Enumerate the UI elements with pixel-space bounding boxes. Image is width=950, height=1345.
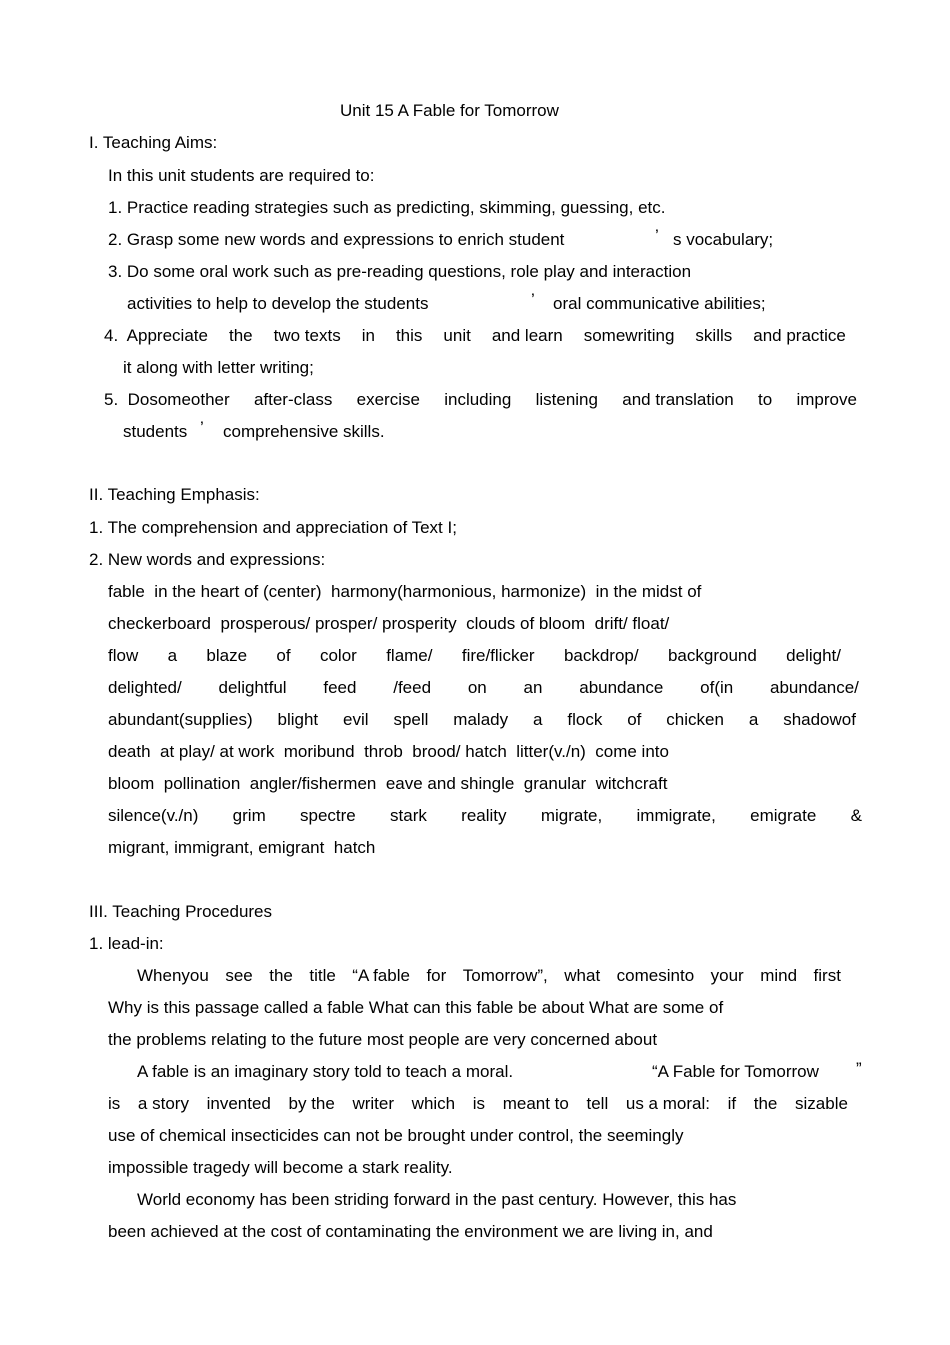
vocab-line-9: migrant, immigrant, emigrant hatch	[108, 838, 376, 857]
aims-item-3-apostrophe: ’	[531, 290, 535, 309]
leadin-paragraph-1-line-2: Why is this passage called a fable What can this fable be about What are some of	[108, 998, 724, 1017]
aims-item-2-apostrophe: ’	[655, 226, 659, 245]
aims-item-3-text: 3. Do some oral work such as pre-reading questions, role play and interaction	[108, 262, 692, 281]
procedures-item-1: 1. lead-in:	[89, 934, 164, 953]
aims-item-4-text: 4. Appreciate the two texts in this unit and learn somewriting skills and practice	[104, 326, 846, 345]
vocab-line-2: checkerboard prosperous/ prosper/ prosperity clouds of bloom drift/ float/	[108, 614, 670, 633]
aims-item-5-apostrophe: ’	[200, 418, 204, 437]
leadin-paragraph-3-line-2: been achieved at the cost of contaminating the environment we are living in, and	[108, 1222, 713, 1241]
aims-item-4-continuation: it along with letter writing;	[123, 358, 314, 377]
aims-item-2-suffix: s vocabulary;	[673, 230, 774, 249]
leadin-paragraph-2-line-1: A fable is an imaginary story told to teach a moral.	[137, 1062, 514, 1081]
aims-item-5-text: 5. Dosomeother after-class exercise including listening and translation to improve	[104, 390, 857, 409]
leadin-paragraph-2-close-quote: ”	[856, 1059, 862, 1078]
aims-item-5-suffix: comprehensive skills.	[223, 422, 385, 441]
leadin-paragraph-1-line-1: Whenyou see the title “A fable for Tomorrow”, what comesinto your mind first	[137, 966, 841, 985]
vocab-line-7: bloom pollination angler/fishermen eave and shingle granular witchcraft	[108, 774, 668, 793]
section-heading-emphasis: II. Teaching Emphasis:	[89, 485, 260, 504]
vocab-line-1: fable in the heart of (center) harmony(harmonious, harmonize) in the midst of	[108, 582, 702, 601]
vocab-line-5: abundant(supplies) blight evil spell malady a flock of chicken a shadowof	[108, 710, 856, 729]
vocab-line-6: death at play/ at work moribund throb brood/ hatch litter(v./n) come into	[108, 742, 669, 761]
leadin-paragraph-2-line-2: is a story invented by the writer which is meant to tell us a moral: if the sizable	[108, 1094, 848, 1113]
section-heading-aims: I. Teaching Aims:	[89, 133, 218, 152]
leadin-paragraph-3-line-1: World economy has been striding forward in the past century. However, this has	[137, 1190, 737, 1209]
aims-intro: In this unit students are required to:	[108, 166, 375, 185]
page-title: Unit 15 A Fable for Tomorrow	[340, 101, 559, 120]
aims-item-5-students: students	[123, 422, 188, 441]
leadin-paragraph-1-line-3: the problems relating to the future most people are very concerned about	[108, 1030, 658, 1049]
vocab-line-4: delighted/ delightful feed /feed on an abundance of(in abundance/	[108, 678, 859, 697]
leadin-paragraph-2-quote: “A Fable for Tomorrow	[652, 1062, 819, 1081]
aims-item-3-continuation: activities to help to develop the students	[127, 294, 429, 313]
vocab-line-3: flow a blaze of color flame/ fire/flicker backdrop/ background delight/	[108, 646, 841, 665]
leadin-paragraph-2-line-4: impossible tragedy will become a stark reality.	[108, 1158, 453, 1177]
emphasis-item-1: 1. The comprehension and appreciation of Text I;	[89, 518, 457, 537]
vocab-line-8: silence(v./n) grim spectre stark reality migrate, immigrate, emigrate &	[108, 806, 862, 825]
aims-item-1: 1. Practice reading strategies such as predicting, skimming, guessing, etc.	[108, 198, 666, 217]
leadin-paragraph-2-line-3: use of chemical insecticides can not be brought under control, the seemingly	[108, 1126, 684, 1145]
aims-item-3-suffix: oral communicative abilities;	[553, 294, 766, 313]
emphasis-item-2: 2. New words and expressions:	[89, 550, 326, 569]
aims-item-2-text: 2. Grasp some new words and expressions to enrich student	[108, 230, 565, 249]
section-heading-procedures: III. Teaching Procedures	[89, 902, 273, 921]
